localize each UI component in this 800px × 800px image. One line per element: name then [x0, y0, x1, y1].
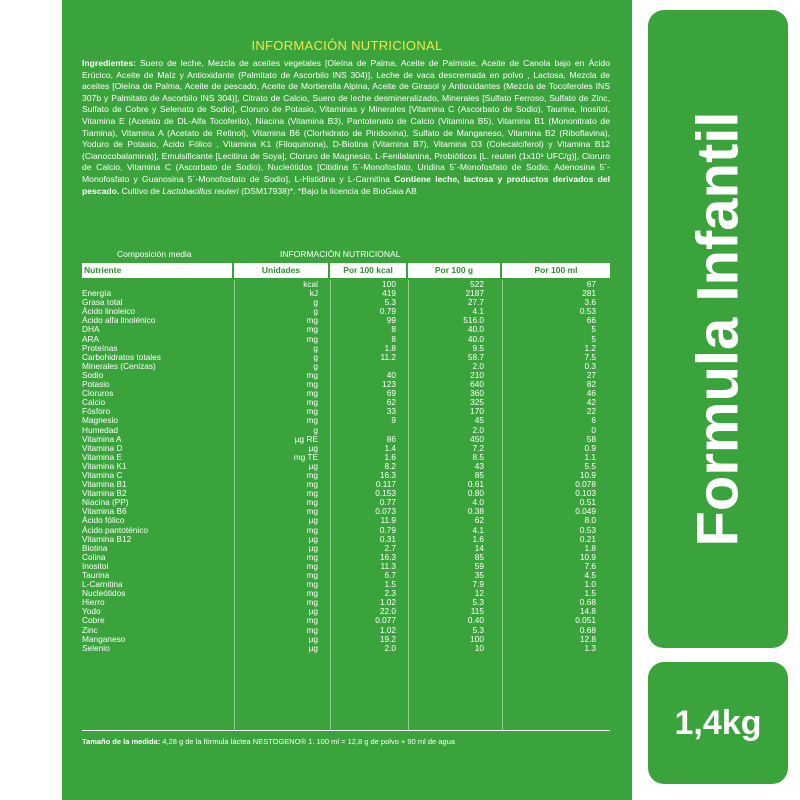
culture-license: (DSM17938)*. *Bajo la licencia de BioGaia AB — [238, 185, 417, 196]
table-row — [82, 371, 610, 380]
value-per-100ml: 5 — [591, 324, 596, 335]
table-row — [82, 435, 610, 444]
allergen-warning: Contiene leche, lactosa y productos derivados del pescado. — [82, 173, 611, 196]
nutrient-name: Vitamina B1 — [82, 479, 127, 490]
value-per-100ml: 42 — [586, 397, 596, 408]
nutrient-name: Taurina — [82, 570, 110, 580]
value-per-100g: 115 — [470, 606, 484, 617]
nutrient-name: Vitamina B6 — [82, 506, 127, 517]
value-per-100kcal: 6.7 — [384, 570, 396, 580]
value-per-100kcal: 1.02 — [379, 597, 396, 608]
nutrient-name: ARA — [82, 333, 100, 344]
table-row — [82, 480, 610, 489]
nutrient-name: Biotina — [82, 542, 108, 553]
value-per-100kcal: 69 — [386, 388, 396, 399]
product-type-box — [648, 10, 788, 648]
value-per-100ml: 0.51 — [579, 497, 596, 508]
nutrient-name: DHA — [82, 324, 100, 335]
value-per-100ml: 0.103 — [575, 488, 596, 499]
value-per-100ml: 66 — [586, 315, 596, 326]
value-per-100g: 12 — [474, 588, 484, 599]
value-per-100g: 4.1 — [472, 306, 484, 317]
value-per-100ml: 67 — [586, 279, 596, 289]
value-per-100g: 516.0 — [463, 315, 484, 326]
nutrient-name: Selenio — [82, 642, 110, 653]
value-per-100ml: 7.5 — [584, 351, 596, 362]
value-per-100g: 85 — [474, 551, 484, 562]
header-nutrient: Nutriente — [82, 263, 234, 278]
value-per-100kcal: 8.2 — [384, 460, 396, 471]
table-row — [82, 344, 610, 353]
ingredients-label: Ingredientes: — [82, 58, 136, 68]
nutrient-name: Manganeso — [82, 633, 126, 644]
table-row — [82, 407, 610, 416]
header-per-100ml: Por 100 ml — [534, 265, 578, 275]
nutrition-table — [82, 263, 610, 731]
unit: mg — [306, 579, 318, 590]
value-per-100ml: 1.8 — [584, 542, 596, 553]
unit: mg — [306, 597, 318, 608]
table-row — [82, 307, 610, 316]
value-per-100g: 7.9 — [472, 579, 484, 590]
table-header — [82, 263, 610, 278]
value-per-100ml: 0.078 — [575, 479, 596, 490]
unit: g — [313, 297, 318, 308]
culture-text: Cultivo de — [119, 185, 163, 196]
value-per-100kcal: 0.79 — [379, 524, 396, 535]
value-per-100g: 40.0 — [467, 324, 484, 335]
footnote-label: Tamaño de la medida: — [82, 737, 161, 746]
value-per-100g: 100 — [470, 633, 484, 644]
unit: µg — [308, 533, 318, 544]
value-per-100ml: 12.8 — [579, 633, 596, 644]
value-per-100ml: 0.049 — [575, 506, 596, 517]
nutrient-name: Nucleótidos — [82, 588, 126, 599]
value-per-100g: 4.0 — [472, 497, 484, 508]
table-row — [82, 498, 610, 507]
unit: kJ — [309, 288, 318, 299]
value-per-100kcal: 19.2 — [379, 633, 396, 644]
value-per-100g: 0.40 — [467, 615, 484, 626]
table-row — [82, 453, 610, 462]
value-per-100kcal: 16.3 — [379, 551, 396, 562]
value-per-100g: 2.0 — [472, 424, 484, 435]
nutrient-name: Vitamina B12 — [82, 533, 132, 544]
value-per-100ml: 0 — [591, 424, 596, 435]
nutrient-name: Hierro — [82, 597, 105, 608]
value-per-100g: 0.80 — [467, 488, 484, 499]
nutrient-name: Vitamina B2 — [82, 488, 127, 499]
table-title: INFORMACIÓN NUTRICIONAL — [280, 249, 401, 259]
value-per-100kcal: 1.02 — [379, 624, 396, 635]
composition-label: Composición media — [117, 249, 192, 259]
value-per-100kcal: 0.77 — [379, 497, 396, 508]
value-per-100ml: 4.5 — [584, 570, 596, 580]
value-per-100g: 0.38 — [467, 506, 484, 517]
table-row — [82, 544, 610, 553]
value-per-100kcal: 16.3 — [379, 469, 396, 480]
unit: mg — [306, 324, 318, 335]
value-per-100kcal: 0.073 — [375, 506, 396, 517]
unit: g — [313, 360, 318, 371]
culture-species: Lactobacillus reuteri — [162, 185, 239, 196]
nutrient-name: Vitamina A — [82, 433, 122, 444]
value-per-100kcal: 8 — [391, 333, 396, 344]
unit: mg — [306, 570, 318, 580]
value-per-100kcal: 11.9 — [380, 515, 396, 526]
unit: mg — [306, 379, 318, 390]
unit: mg — [306, 615, 318, 626]
unit: mg — [306, 524, 318, 535]
value-per-100ml: 58 — [586, 433, 596, 444]
value-per-100g: 522 — [470, 279, 484, 289]
value-per-100g: 62 — [474, 515, 484, 526]
unit: mg — [306, 560, 318, 571]
nutrient-name: Magnesio — [82, 415, 118, 426]
table-row — [82, 553, 610, 562]
value-per-100kcal: 419 — [382, 288, 396, 299]
value-per-100g: 360 — [470, 388, 484, 399]
table-row — [82, 489, 610, 498]
unit: µg — [308, 633, 318, 644]
unit: g — [313, 306, 318, 317]
value-per-100kcal: 2.3 — [384, 588, 396, 599]
nutrient-name: Sodio — [82, 369, 104, 380]
table-row — [82, 616, 610, 625]
table-row — [82, 589, 610, 598]
nutrient-name: Inositol — [82, 560, 109, 571]
nutrient-name: Ácido pantoténico — [82, 524, 148, 535]
nutrient-name: Minerales (Cenizas) — [82, 360, 156, 371]
unit: mg — [306, 479, 318, 490]
header-units: Unidades — [234, 263, 330, 278]
product-weight: 1,4kg — [674, 704, 762, 742]
value-per-100kcal: 11.3 — [380, 560, 396, 571]
header-per-100g: Por 100 g — [408, 263, 502, 278]
value-per-100kcal: 9 — [391, 415, 396, 426]
table-row — [82, 444, 610, 453]
nutrient-name: L-Carnitina — [82, 579, 123, 590]
value-per-100g: 8.5 — [472, 451, 484, 462]
value-per-100kcal: 8 — [391, 324, 396, 335]
table-row — [82, 280, 610, 289]
value-per-100ml: 10.9 — [579, 469, 596, 480]
table-row — [82, 644, 610, 653]
value-per-100ml: 5.5 — [584, 460, 596, 471]
value-per-100kcal: 11.2 — [380, 351, 396, 362]
nutrient-name: Niacina (PP) — [82, 497, 129, 508]
value-per-100ml: 5 — [591, 333, 596, 344]
unit: µg — [308, 542, 318, 553]
table-row — [82, 362, 610, 371]
unit: µg — [308, 642, 318, 653]
value-per-100g: 7.2 — [472, 442, 484, 453]
unit: µg — [308, 442, 318, 453]
value-per-100ml: 1.1 — [584, 451, 596, 462]
table-row — [82, 335, 610, 344]
nutrient-name: Cloruros — [82, 388, 114, 399]
value-per-100ml: 0.68 — [579, 624, 596, 635]
value-per-100g: 9.5 — [472, 342, 484, 353]
value-per-100g: 10 — [474, 642, 484, 653]
value-per-100ml: 46 — [586, 388, 596, 399]
serving-footnote — [82, 737, 455, 746]
value-per-100kcal: 0.79 — [379, 306, 396, 317]
value-per-100g: 0.61 — [467, 479, 484, 490]
nutrient-name: Cobre — [82, 615, 105, 626]
table-row — [82, 626, 610, 635]
header-per-100kcal: Por 100 kcal — [330, 263, 408, 278]
value-per-100ml: 1.5 — [584, 588, 596, 599]
value-per-100ml: 1.2 — [584, 342, 596, 353]
nutrient-name: Zinc — [82, 624, 98, 635]
value-per-100g: 1.6 — [472, 533, 484, 544]
value-per-100ml: 1.0 — [584, 579, 596, 590]
unit: mg — [306, 397, 318, 408]
table-row — [82, 353, 610, 362]
table-row — [82, 607, 610, 616]
value-per-100kcal: 2.7 — [384, 542, 396, 553]
unit: mg TE — [293, 451, 318, 462]
value-per-100ml: 0.53 — [579, 524, 596, 535]
unit: mg — [306, 488, 318, 499]
unit: mg — [306, 369, 318, 380]
nutrient-name: Potasio — [82, 379, 110, 390]
nutrient-name: Humedad — [82, 424, 118, 435]
table-row — [82, 416, 610, 425]
table-row — [82, 426, 610, 435]
weight-box — [648, 662, 788, 784]
unit: mg — [306, 506, 318, 517]
value-per-100g: 85 — [474, 469, 484, 480]
unit: µg — [308, 460, 318, 471]
value-per-100kcal: 62 — [386, 397, 396, 408]
value-per-100ml: 14.8 — [579, 606, 596, 617]
value-per-100kcal: 1.5 — [384, 579, 396, 590]
unit: mg — [306, 415, 318, 426]
table-row — [82, 526, 610, 535]
value-per-100ml: 7.6 — [584, 560, 596, 571]
value-per-100ml: 8.0 — [584, 515, 596, 526]
value-per-100g: 27.7 — [467, 297, 484, 308]
value-per-100kcal: 1.8 — [384, 342, 396, 353]
value-per-100kcal: 22.0 — [379, 606, 396, 617]
value-per-100ml: 6 — [591, 415, 596, 426]
unit: mg — [306, 551, 318, 562]
value-per-100g: 170 — [470, 406, 484, 417]
value-per-100ml: 0.21 — [579, 533, 596, 544]
footnote-text: 4,28 g de la fórmula láctea NESTOGENO® 1. 100 ml = 12,8 g de polvo + 90 ml de agua — [160, 737, 455, 746]
value-per-100g: 210 — [470, 369, 484, 380]
value-per-100kcal: 5.3 — [384, 297, 396, 308]
nutrient-name: Vitamina E — [82, 451, 122, 462]
nutrient-name: Fósforo — [82, 406, 111, 417]
value-per-100kcal: 0.077 — [375, 615, 396, 626]
nutrient-name: Energía — [82, 288, 112, 299]
unit: g — [313, 342, 318, 353]
nutrient-name: Ácido alfa linolénico — [82, 315, 156, 326]
table-row — [82, 535, 610, 544]
table-row — [82, 289, 610, 298]
value-per-100ml: 82 — [586, 379, 596, 390]
unit: mg — [306, 469, 318, 480]
value-per-100kcal: 0.117 — [375, 479, 396, 490]
value-per-100kcal: 2.0 — [384, 642, 396, 653]
table-row — [82, 571, 610, 580]
value-per-100kcal: 99 — [386, 315, 396, 326]
value-per-100g: 4.1 — [472, 524, 484, 535]
table-row — [82, 325, 610, 334]
value-per-100kcal — [330, 362, 408, 371]
ingredients-body: Suero de leche, Mezcla de aceites vegetales [Oleína de Palma, Aceite de Palmiste, Aceite de Canola bajo en Ácido Erúcico, Aceite de Maíz y Antioxidante (Palmitato de Ascorbilo INS 304)], Leche de vaca descremada en polvo , Lactosa, Mezcla de aceites [Oleína de Palma, Aceite de pescado, Aceite de Mortierella Alpina, Aceite de Girasol y Antioxidantes (Mezcla de Tocoferoles INS 307b y Palmitato de Ascorbilo INS 304)], Citrato de Calcio, Suero de leche desmineralizado, Minerales [Sulfato Ferroso, Sulfato de Zinc, Sulfato de Cobre y Selenato de Sodio], Cloruro de Potasio, Vitaminas y Minerales [Vitamina C (Ascorbato de Sodio), Taurina, Inositol, Vitamina E (Acetato de DL-Alfa Tocoferilo), Niacina (Vitamina B3), Pantotenato de Calcio (Vitamina B5), Vitamina B1 (Mononitrato de Tiamina), Vitamina A (Acetato de Retinol), Vitamina B6 (Clorhidrato de Piridoxina), Sulfato de Manganeso, Vitamina B2 (Riboflavina), Yoduro de Potasio, Ácido Fólico , Vitamina K1 (Filoquinona), D-Biotina (Vitamina B7), Vitamina D3 (Colecalciferol) y Vitamina B12 (Cianocobalamina)], Emulsificante [Lecitina de Soya], Cloruro de Magnesio, L-Fenilalanina, Probióticos [L. reuteri (1x10⁶ UFC/g)], Cloruro de Calcio, Vitamina C (Ascorbato de Sodio), Nucleótidos [Citidina 5´-Monofosfato, Uridina 5´-Monofosfato de Sodio, Adenosina 5´-Monofosfato y Guanosina 5´-Monofosfato de Sodio], L-Histidina y L-Carnitina — [82, 58, 610, 184]
value-per-100g: 640 — [470, 379, 484, 390]
nutrient-name: Vitamina K1 — [82, 460, 127, 471]
value-per-100g: 58.7 — [467, 351, 484, 362]
value-per-100kcal: 123 — [382, 379, 396, 390]
unit: mg — [306, 624, 318, 635]
value-per-100kcal: 33 — [386, 406, 396, 417]
value-per-100g: 5.3 — [472, 624, 484, 635]
unit: mg — [306, 588, 318, 599]
nutrient-name: Ácido linoleico — [82, 306, 136, 317]
nutrient-name: Proteínas — [82, 342, 118, 353]
nutrient-name: Yodo — [82, 606, 101, 617]
nutrient-name: Calcio — [82, 397, 106, 408]
value-per-100g: 43 — [474, 460, 484, 471]
nutrient-name: Vitamina C — [82, 469, 123, 480]
table-row — [82, 380, 610, 389]
unit: mg — [306, 497, 318, 508]
table-row — [82, 635, 610, 644]
unit: g — [313, 424, 318, 435]
value-per-100g: 2187 — [465, 288, 484, 299]
value-per-100ml: 0.68 — [579, 597, 596, 608]
table-row — [82, 598, 610, 607]
table-row — [82, 507, 610, 516]
table-row — [82, 398, 610, 407]
value-per-100g: 450 — [470, 433, 484, 444]
value-per-100kcal: 40 — [386, 369, 396, 380]
value-per-100ml: 10.9 — [579, 551, 596, 562]
table-row — [82, 580, 610, 589]
table-row — [82, 389, 610, 398]
unit: mg — [306, 406, 318, 417]
unit: mg — [306, 388, 318, 399]
table-row — [82, 298, 610, 307]
value-per-100g: 40.0 — [467, 333, 484, 344]
unit: µg — [308, 515, 318, 526]
value-per-100ml: 0.3 — [584, 360, 596, 371]
product-type-title: Formula Infantil — [685, 111, 751, 547]
value-per-100ml: 0.53 — [579, 306, 596, 317]
value-per-100ml: 0.051 — [575, 615, 596, 626]
value-per-100g: 5.3 — [472, 597, 484, 608]
nutrient-name: Colina — [82, 551, 106, 562]
value-per-100kcal: 1.4 — [384, 442, 396, 453]
table-row — [82, 316, 610, 325]
nutrient-name: Ácido fólico — [82, 515, 125, 526]
value-per-100kcal: 0.153 — [375, 488, 396, 499]
value-per-100g: 2.0 — [472, 360, 484, 371]
value-per-100g: 59 — [474, 560, 484, 571]
table-row — [82, 562, 610, 571]
value-per-100ml: 0.9 — [584, 442, 596, 453]
nutrient-name: Grasa total — [82, 297, 123, 308]
value-per-100g: 14 — [474, 542, 484, 553]
value-per-100kcal: 86 — [386, 433, 396, 444]
value-per-100ml: 3.6 — [584, 297, 596, 308]
nutrient-name: Vitamina D — [82, 442, 123, 453]
value-per-100kcal: 100 — [382, 279, 396, 289]
table-body — [82, 280, 610, 731]
value-per-100kcal: 0.31 — [379, 533, 396, 544]
unit: µg — [308, 606, 318, 617]
ingredients-text — [82, 58, 610, 197]
unit: µg RE — [294, 433, 318, 444]
value-per-100ml: 22 — [586, 406, 596, 417]
table-row — [82, 462, 610, 471]
value-per-100ml: 1.3 — [584, 642, 596, 653]
value-per-100ml: 281 — [582, 288, 596, 299]
value-per-100kcal: 1.6 — [384, 451, 396, 462]
unit: mg — [306, 315, 318, 326]
nutrition-panel — [62, 0, 632, 800]
value-per-100kcal — [330, 426, 408, 435]
value-per-100g: 325 — [470, 397, 484, 408]
table-row — [82, 516, 610, 525]
unit: g — [313, 351, 318, 362]
unit: kcal — [303, 279, 318, 289]
nutrient-name: Carbohidratos totales — [82, 351, 161, 362]
value-per-100g: 35 — [474, 570, 484, 580]
unit: mg — [306, 333, 318, 344]
panel-title: INFORMACIÓN NUTRICIONAL — [251, 38, 443, 53]
table-row — [82, 471, 610, 480]
value-per-100g: 45 — [474, 415, 484, 426]
value-per-100ml: 27 — [586, 369, 596, 380]
